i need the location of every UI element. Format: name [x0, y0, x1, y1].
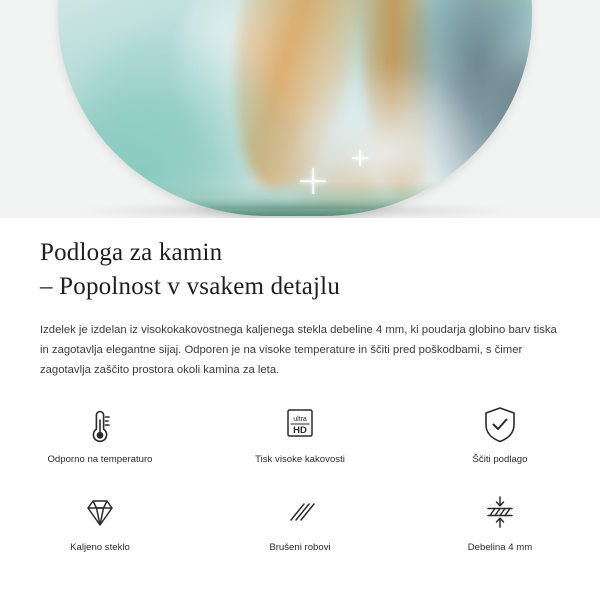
- hero-image: [0, 0, 600, 218]
- polished-edges-icon: [280, 492, 320, 534]
- feature-item-temperature-resistant: [0, 398, 200, 486]
- ultra-hd-icon: [280, 404, 320, 446]
- thickness-arrows-icon: [480, 492, 520, 534]
- artwork-streak: [78, 22, 298, 202]
- feature-label: Kaljeno steklo: [70, 542, 130, 553]
- description-paragraph: Izdelek je izdelan iz visokokakovostnega kaljenega stekla debeline 4 mm, ki poudarja globino barv tiska in zagotavlja elegantne sijaj. Odporen je na visoke temperature in ščiti pred poškodbami, s čimer zagotavlja zaščito prostora okoli kamina za leta.: [40, 324, 557, 376]
- feature-label: Tisk visoke kakovosti: [255, 454, 345, 465]
- feature-item-thickness: [400, 486, 600, 574]
- feature-item-protects-surface: [400, 398, 600, 486]
- shield-check-icon: [481, 404, 519, 446]
- feature-item-tempered-glass: [0, 486, 200, 574]
- feature-item-high-quality-print: [200, 398, 400, 486]
- page-title-line-2: – Popolnost v vsakem detajlu: [40, 273, 341, 300]
- page-title: [0, 218, 600, 304]
- feature-label: Ščiti podlago: [472, 454, 528, 465]
- feature-label: Odporno na temperaturo: [47, 454, 153, 465]
- diamond-icon: [78, 492, 122, 534]
- feature-list: [0, 398, 600, 574]
- page-title-line-1: Podloga za kamin: [40, 239, 223, 266]
- artwork-streak: [288, 62, 488, 212]
- feature-item-polished-edges: [200, 486, 400, 574]
- product-drop-shadow: [70, 205, 520, 218]
- feature-label: Debelina 4 mm: [467, 542, 533, 553]
- thermometer-icon: [82, 404, 118, 446]
- svg-text:ultra: ultra: [293, 416, 307, 423]
- feature-label: Brušeni robovi: [269, 542, 331, 553]
- svg-text:HD: HD: [293, 425, 307, 436]
- description-content: [0, 218, 600, 380]
- glass-panel-artwork: [58, 0, 532, 216]
